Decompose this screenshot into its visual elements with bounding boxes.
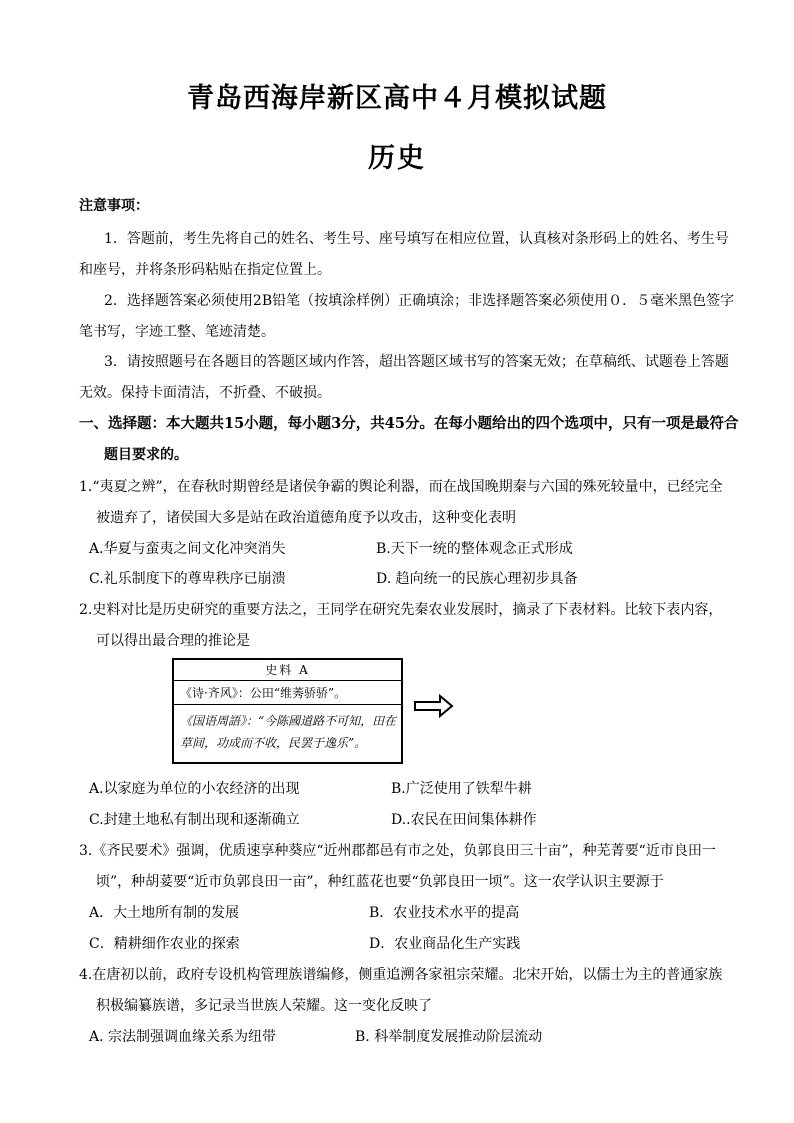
source-table-row-2	[180, 710, 398, 754]
question-1-option-b[interactable]: B.天下一统的整体观念正式形成	[376, 541, 573, 557]
question-2-stem-line-2: 可以得出最合理的推论是	[96, 633, 250, 649]
section-heading-line-1: 一、选择题：本大题共15小题，每小题3分，共45分。在每小题给出的四个选项中，只有一项是最符合	[79, 415, 739, 432]
exam-title: 青岛西海岸新区高中４月模拟试题	[187, 83, 607, 114]
notice-heading: 注意事项：	[79, 198, 149, 214]
question-3-stem-line-1: 3.《齐民要术》强调，优质速享种葵应“近州郡都邑有市之处，负郭良田三十亩”，种芜菁要“近市良田一	[79, 843, 716, 859]
source-table-header: 史料 A	[174, 660, 401, 681]
question-2-stem-line-1: 2.史料对比是历史研究的重要方法之，王同学在研究先秦农业发展时，摘录了下表材料。比较下表内容，	[79, 602, 723, 618]
question-3-option-a[interactable]: A．大土地所有制的发展	[89, 905, 240, 921]
source-table-row-2-line-2: 草间，功成而不收，民罢于逸乐”。	[180, 736, 367, 750]
question-2-option-d[interactable]: D..农民在田间集体耕作	[391, 812, 537, 828]
source-table	[172, 658, 403, 764]
question-3-option-d[interactable]: D．农业商品化生产实践	[369, 936, 521, 952]
source-table-row-1: 《诗·齐风》：公田“维莠骄骄”。	[174, 681, 401, 705]
question-4-option-b[interactable]: B. 科举制度发展推动阶层流动	[355, 1029, 543, 1045]
notice-item-2-line-1: 2．选择题答案必须使用2B铅笔（按填涂样例）正确填涂；非选择题答案必须使用０．５毫米黑色签字	[104, 293, 735, 309]
question-1-stem-line-1: 1.“夷夏之辨”，在春秋时期曾经是诸侯争霸的舆论利器，而在战国晚期秦与六国的殊死较量中，已经完全	[79, 479, 723, 495]
notice-item-3-line-2: 无效。保持卡面清洁，不折叠、不破损。	[79, 385, 331, 401]
notice-item-1-line-2: 和座号，并将条形码粘贴在指定位置上。	[79, 262, 331, 278]
notice-item-3-line-1: 3．请按照题号在各题目的答题区域内作答，超出答题区域书写的答案无效；在草稿纸、试题卷上答题	[104, 354, 729, 370]
question-3-option-b[interactable]: B．农业技术水平的提高	[369, 905, 520, 921]
notice-item-1-line-1: 1．答题前，考生先将自己的姓名、考生号、座号填写在相应位置，认真核对条形码上的姓名、考生号	[104, 231, 729, 247]
question-4-stem-line-2: 积极编纂族谱，多记录当世族人荣耀。这一变化反映了	[96, 998, 432, 1014]
question-1-option-a[interactable]: A.华夏与蛮夷之间文化冲突消失	[89, 541, 286, 557]
question-1-option-d[interactable]: D. 趋向统一的民族心理初步具备	[376, 571, 578, 587]
source-table-row-2-line-1: 《国语周語》：“今陈國道路不可知，田在	[180, 714, 397, 728]
question-2-option-a[interactable]: A.以家庭为单位的小农经济的出现	[89, 781, 300, 797]
exam-subject: 历史	[368, 143, 426, 174]
section-heading-line-2: 题目要求的。	[104, 447, 188, 463]
question-1-stem-line-2: 被遗弃了，诸侯国大多是站在政治道德角度予以攻击，这种变化表明	[96, 510, 516, 526]
question-2-option-b[interactable]: B.广泛使用了铁犁牛耕	[391, 781, 532, 797]
question-3-option-c[interactable]: C．精耕细作农业的探索	[89, 936, 240, 952]
question-4-stem-line-1: 4.在唐初以前，政府专设机构管理族谱编修，侧重追溯各家祖宗荣耀。北宋开始，以儒士为主的普通家族	[79, 967, 723, 983]
question-1-option-c[interactable]: C.礼乐制度下的尊卑秩序已崩溃	[89, 571, 286, 587]
question-3-stem-line-2: 顷”，种胡荽要“近市负郭良田一亩”，种红蓝花也要“负郭良田一顷”。这一农学认识主要源于	[96, 874, 664, 890]
notice-item-2-line-2: 笔书写，字迹工整、笔迹清楚。	[79, 324, 275, 340]
question-4-option-a[interactable]: A. 宗法制强调血缘关系为纽带	[89, 1029, 277, 1045]
right-arrow-icon	[414, 694, 454, 718]
question-2-option-c[interactable]: C.封建土地私有制出现和逐渐确立	[89, 812, 300, 828]
